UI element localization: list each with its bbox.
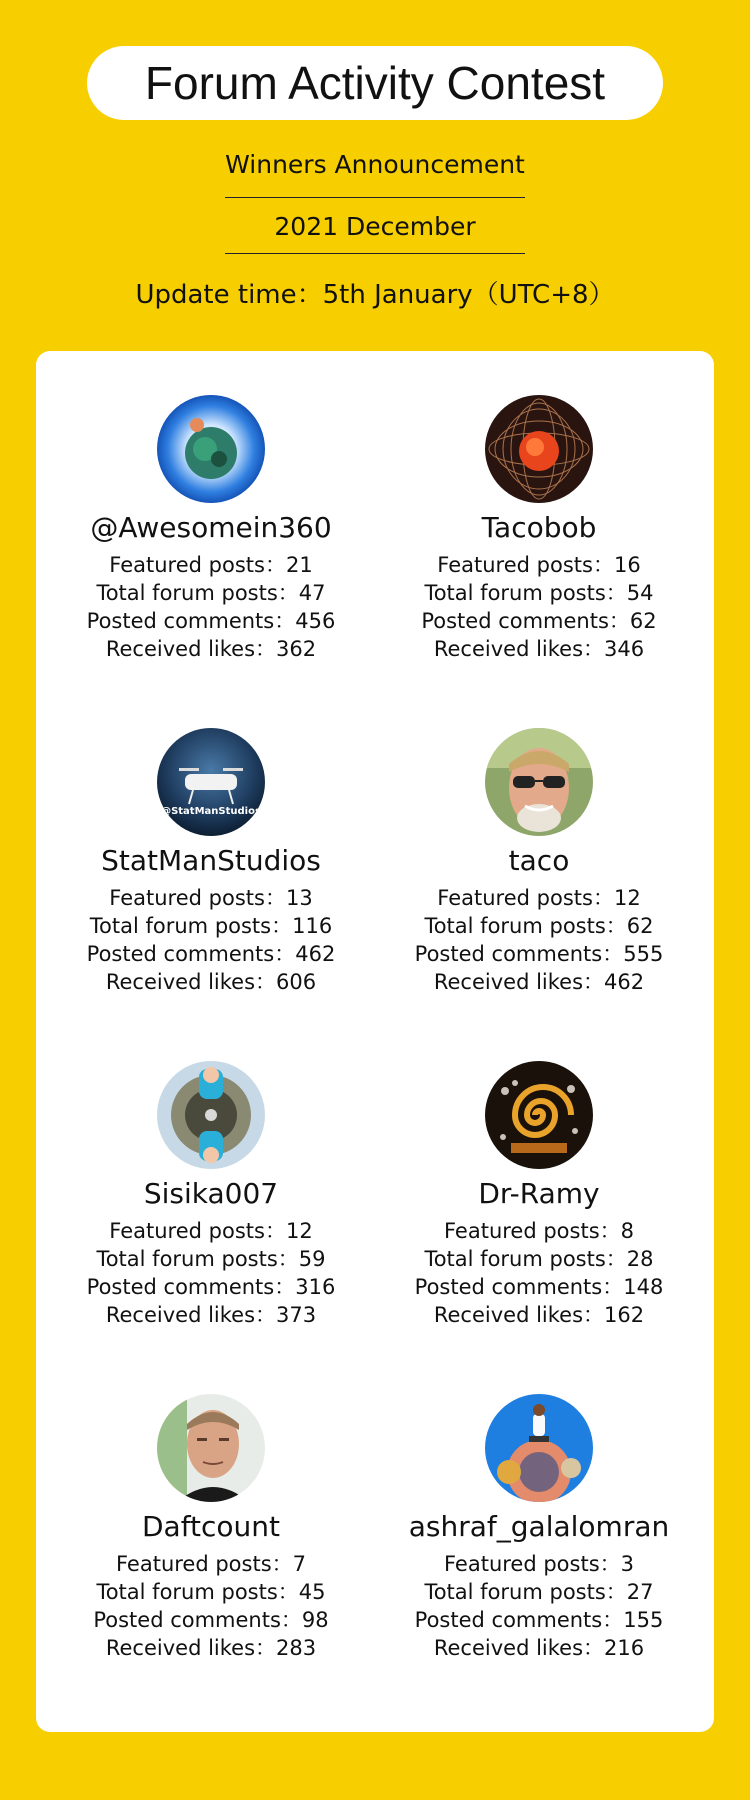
received-likes: Received likes：462 [433, 970, 645, 994]
received-likes: Received likes：606 [105, 970, 317, 994]
winner-item [46, 1061, 376, 1329]
winner-name: @Awesomein360 [90, 511, 332, 544]
posted-comments: Posted comments：155 [414, 1608, 664, 1632]
winner-name: Daftcount [141, 1510, 281, 1543]
featured-posts: Featured posts：8 [443, 1219, 635, 1243]
winner-name: Sisika007 [143, 1177, 279, 1210]
featured-posts: Featured posts：16 [437, 553, 641, 577]
winner-name: taco [508, 844, 570, 877]
posted-comments: Posted comments：148 [414, 1275, 664, 1299]
planet-panorama-avatar-icon[interactable] [157, 395, 265, 503]
sun-magnetic-field-avatar-icon[interactable] [485, 395, 593, 503]
total-forum-posts: Total forum posts：45 [96, 1580, 326, 1604]
winner-name: StatManStudios [101, 844, 321, 877]
posted-comments: Posted comments：555 [414, 942, 664, 966]
received-likes: Received likes：162 [433, 1303, 645, 1327]
man-sunglasses-avatar-icon[interactable] [485, 728, 593, 836]
posted-comments: Posted comments：456 [86, 609, 336, 633]
winner-name: Tacobob [481, 511, 597, 544]
featured-posts: Featured posts：3 [443, 1552, 635, 1576]
total-forum-posts: Total forum posts：47 [96, 581, 326, 605]
update-time: Update time：5th January（UTC+8） [135, 280, 615, 310]
received-likes: Received likes：283 [105, 1636, 317, 1660]
posted-comments: Posted comments：462 [86, 942, 336, 966]
tiny-planet-rider-avatar-icon[interactable] [485, 1394, 593, 1502]
featured-posts: Featured posts：21 [109, 553, 313, 577]
svg-text:@StatManStudios: @StatManStudios [161, 806, 261, 817]
winner-item [46, 728, 376, 996]
winner-item [46, 1394, 376, 1662]
winner-item [374, 728, 704, 996]
total-forum-posts: Total forum posts：116 [89, 914, 333, 938]
winner-item [374, 1394, 704, 1662]
total-forum-posts: Total forum posts：54 [424, 581, 654, 605]
total-forum-posts: Total forum posts：27 [424, 1580, 654, 1604]
winners-card [36, 351, 714, 1732]
posted-comments: Posted comments：98 [93, 1608, 329, 1632]
total-forum-posts: Total forum posts：62 [424, 914, 654, 938]
posted-comments: Posted comments：316 [86, 1275, 336, 1299]
winner-item [46, 395, 376, 663]
winner-item [374, 395, 704, 663]
winners-announcement-subtitle: Winners Announcement [225, 150, 525, 179]
winner-item [374, 1061, 704, 1329]
posted-comments: Posted comments：62 [421, 609, 657, 633]
total-forum-posts: Total forum posts：28 [424, 1247, 654, 1271]
total-forum-posts: Total forum posts：59 [96, 1247, 326, 1271]
featured-posts: Featured posts：12 [109, 1219, 313, 1243]
man-portrait-avatar-icon[interactable] [157, 1394, 265, 1502]
featured-posts: Featured posts：13 [109, 886, 313, 910]
featured-posts: Featured posts：12 [437, 886, 641, 910]
divider-1 [225, 197, 525, 198]
drone-planet-avatar-icon[interactable] [157, 728, 265, 836]
mirrored-panorama-avatar-icon[interactable] [157, 1061, 265, 1169]
winner-name: Dr-Ramy [478, 1177, 600, 1210]
page-title: Forum Activity Contest [87, 46, 663, 120]
received-likes: Received likes：216 [433, 1636, 645, 1660]
received-likes: Received likes：373 [105, 1303, 317, 1327]
fractal-spiral-avatar-icon[interactable] [485, 1061, 593, 1169]
received-likes: Received likes：346 [433, 637, 645, 661]
winner-name: ashraf_galalomran [408, 1510, 670, 1543]
featured-posts: Featured posts：7 [115, 1552, 307, 1576]
period-label: 2021 December [274, 212, 476, 241]
divider-2 [225, 253, 525, 254]
received-likes: Received likes：362 [105, 637, 317, 661]
